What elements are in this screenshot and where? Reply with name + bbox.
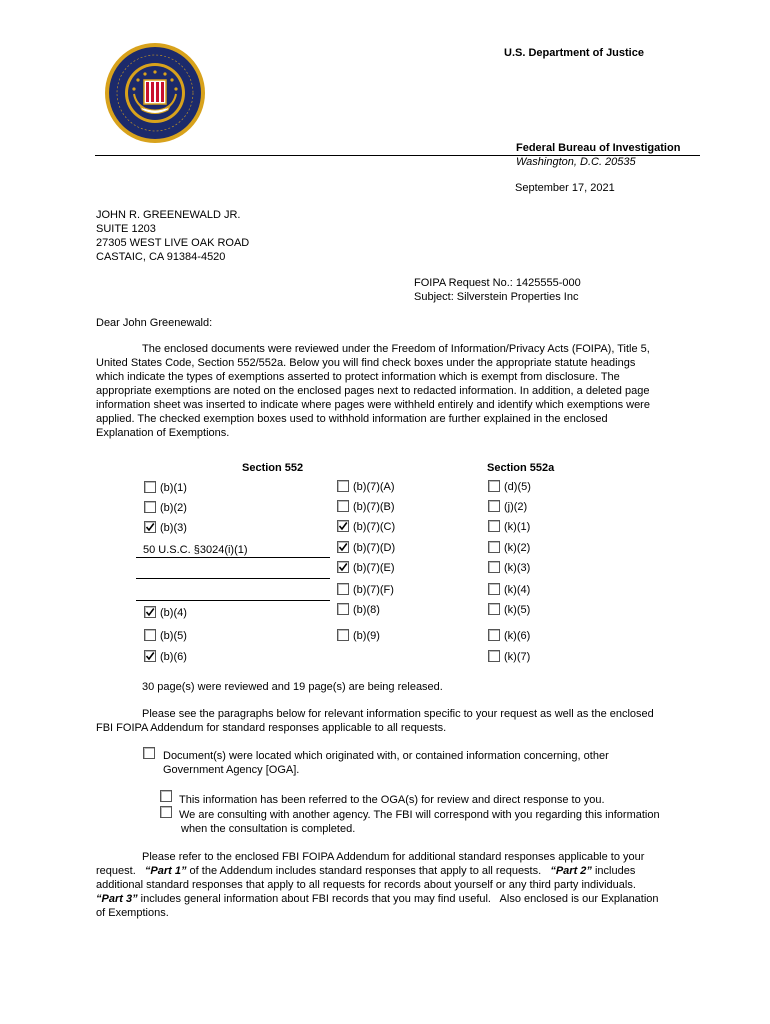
exemption-checkbox-k1[interactable] xyxy=(488,520,500,532)
exemption-label: (k)(2) xyxy=(504,542,531,554)
exemption-label: (b)(7)(E) xyxy=(353,562,395,574)
salutation: Dear John Greenewald: xyxy=(96,317,213,329)
intro-paragraph xyxy=(96,342,696,440)
exemption-label: (b)(7)(D) xyxy=(353,542,396,554)
see-line: Please see the paragraphs below for relevant information specific to your request as well as the enclosed xyxy=(142,708,654,720)
recipient-address xyxy=(96,208,249,264)
exemption-checkbox-b1[interactable] xyxy=(144,481,156,493)
exemption-label: (b)(1) xyxy=(160,482,187,494)
exemption-checkbox-b6[interactable] xyxy=(144,650,156,662)
oga-line: Document(s) were located which originated with, or contained information concerning, other xyxy=(163,750,609,762)
intro-line: appropriate exemptions are noted on the enclosed pages next to redacted information. In addition, a deleted page xyxy=(96,385,650,397)
addendum-text: includes xyxy=(591,865,636,877)
exemption-checkbox-d5[interactable] xyxy=(488,480,500,492)
addendum-line: additional standard responses that apply to all requests for records about yourself or any third party individuals. xyxy=(96,879,636,891)
address-line: 27305 WEST LIVE OAK ROAD xyxy=(96,237,250,249)
exemption-checkbox-k2[interactable] xyxy=(488,541,500,553)
exemption-label: (b)(5) xyxy=(160,630,187,642)
oga-checkbox[interactable] xyxy=(143,747,155,759)
checkmark-icon xyxy=(338,562,348,572)
exemption-checkbox-k7[interactable] xyxy=(488,650,500,662)
address-line: CASTAIC, CA 91384-4520 xyxy=(96,251,226,263)
checkmark-icon xyxy=(145,607,155,617)
exemption-label: (b)(7)(C) xyxy=(353,521,396,533)
intro-line: Explanation of Exemptions. xyxy=(96,427,230,439)
addendum-part2-link: “Part 2” xyxy=(550,865,592,877)
exemption-label: (b)(7)(F) xyxy=(353,584,394,596)
exemption-checkbox-j2[interactable] xyxy=(488,500,500,512)
consulting-line: We are consulting with another agency. The FBI will correspond with you regarding this information xyxy=(179,809,660,821)
oga-referred-text: This information has been referred to the OGA(s) for review and direct response to you. xyxy=(179,794,605,806)
exemption-checkbox-b7c[interactable] xyxy=(337,520,349,532)
addendum-text: includes general information about FBI records that you may find useful. Also enclosed is our Explanation xyxy=(137,893,659,905)
section-552a-title: Section 552a xyxy=(487,462,555,474)
intro-line: information sheet was inserted to indicate where pages were withheld entirely and identify which exemptions were xyxy=(96,399,650,411)
request-number: FOIPA Request No.: 1425555-000 xyxy=(414,277,581,289)
bureau-name: Federal Bureau of Investigation xyxy=(516,142,681,154)
intro-line: applied. The checked exemption boxes used to withhold information are further explained in the enclosed xyxy=(96,413,608,425)
addendum-line xyxy=(96,892,706,906)
exemption-label: (k)(7) xyxy=(504,651,531,663)
exemption-label: (k)(3) xyxy=(504,562,531,574)
checkmark-icon xyxy=(338,521,348,531)
exemption-label: (b)(8) xyxy=(353,604,380,616)
exemption-checkbox-b7d[interactable] xyxy=(337,541,349,553)
exemption-label: (b)(7)(B) xyxy=(353,501,395,513)
request-subject: Subject: Silverstein Properties Inc xyxy=(414,291,579,303)
exemption-label: (k)(1) xyxy=(504,521,531,533)
statute-line xyxy=(136,557,330,558)
bureau-location: Washington, D.C. 20535 xyxy=(516,156,636,168)
b3-statute: 50 U.S.C. §3024(i)(1) xyxy=(143,544,248,556)
fbi-seal xyxy=(104,42,206,144)
statute-blank-line xyxy=(136,600,330,601)
department-name: U.S. Department of Justice xyxy=(504,47,644,59)
addendum-line: of Exemptions. xyxy=(96,907,169,919)
exemption-label: (b)(2) xyxy=(160,502,187,514)
address-line: JOHN R. GREENEWALD JR. xyxy=(96,209,241,221)
oga-line: Government Agency [OGA]. xyxy=(163,764,300,776)
oga-consulting-text xyxy=(179,808,660,836)
oga-text xyxy=(163,749,609,777)
see-paragraph xyxy=(96,707,654,735)
checkmark-icon xyxy=(145,651,155,661)
request-info xyxy=(414,276,581,304)
exemption-label: (b)(6) xyxy=(160,651,187,663)
addendum-line: Please refer to the enclosed FBI FOIPA Addendum for additional standard responses applicable to your xyxy=(142,851,645,863)
exemption-checkbox-b8[interactable] xyxy=(337,603,349,615)
addendum-part3-link: “Part 3” xyxy=(96,893,138,905)
addendum-text: of the Addendum includes standard responses that apply to all requests. xyxy=(186,865,551,877)
addendum-line xyxy=(96,864,706,878)
intro-line: which indicate the types of exemptions asserted to protect information which is exempt from disclosure. The xyxy=(96,371,620,383)
exemption-checkbox-b7e[interactable] xyxy=(337,561,349,573)
letter-date: September 17, 2021 xyxy=(515,182,615,194)
exemption-checkbox-b5[interactable] xyxy=(144,629,156,641)
statute-blank-line xyxy=(136,578,330,579)
addendum-paragraph xyxy=(96,850,706,920)
exemption-label: (d)(5) xyxy=(504,481,531,493)
exemption-label: (b)(9) xyxy=(353,630,380,642)
pages-summary: 30 page(s) were reviewed and 19 page(s) are being released. xyxy=(142,681,443,693)
exemption-checkbox-b7f[interactable] xyxy=(337,583,349,595)
exemption-label: (b)(4) xyxy=(160,607,187,619)
oga-consulting-checkbox[interactable] xyxy=(160,806,172,818)
exemption-checkbox-b7b[interactable] xyxy=(337,500,349,512)
exemption-label: (b)(3) xyxy=(160,522,187,534)
exemption-checkbox-k3[interactable] xyxy=(488,561,500,573)
checkmark-icon xyxy=(338,542,348,552)
exemption-checkbox-k4[interactable] xyxy=(488,583,500,595)
addendum-text: request. xyxy=(96,865,145,877)
exemption-checkbox-k5[interactable] xyxy=(488,603,500,615)
see-line: FBI FOIPA Addendum for standard responses applicable to all requests. xyxy=(96,722,447,734)
intro-line: United States Code, Section 552/552a. Below you will find check boxes under the appropriate statute headings xyxy=(96,357,636,369)
exemption-checkbox-b7a[interactable] xyxy=(337,480,349,492)
checkmark-icon xyxy=(145,522,155,532)
exemption-checkbox-b3[interactable] xyxy=(144,521,156,533)
consulting-line: when the consultation is completed. xyxy=(181,823,356,835)
intro-line: The enclosed documents were reviewed under the Freedom of Information/Privacy Acts (FOIPA), Title 5, xyxy=(142,343,650,355)
exemption-label: (k)(4) xyxy=(504,584,531,596)
address-line: SUITE 1203 xyxy=(96,223,156,235)
section-552-title: Section 552 xyxy=(242,462,304,474)
exemption-label: (k)(5) xyxy=(504,604,531,616)
exemption-checkbox-b9[interactable] xyxy=(337,629,349,641)
exemption-checkbox-b2[interactable] xyxy=(144,501,156,513)
exemption-label: (k)(6) xyxy=(504,630,531,642)
addendum-part1-link: “Part 1” xyxy=(144,865,187,877)
exemption-label: (b)(7)(A) xyxy=(353,481,395,493)
exemption-checkbox-k6[interactable] xyxy=(488,629,500,641)
exemption-checkbox-b4[interactable] xyxy=(144,606,156,618)
exemption-label: (j)(2) xyxy=(504,501,528,513)
oga-referred-checkbox[interactable] xyxy=(160,790,172,802)
